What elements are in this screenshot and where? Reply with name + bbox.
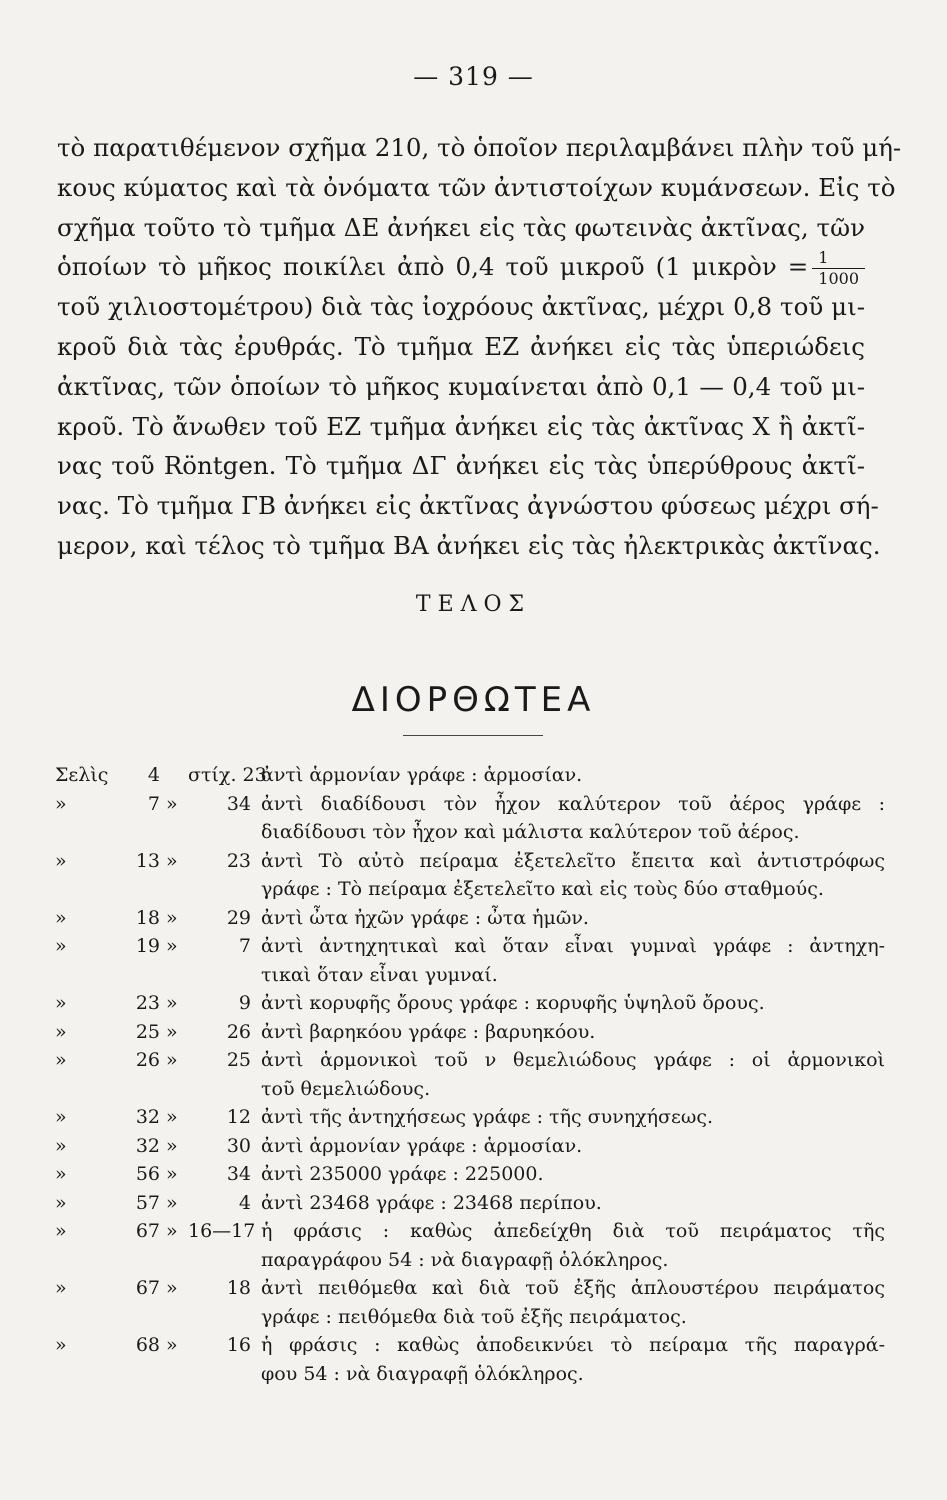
errata-line-label: »	[166, 1134, 178, 1157]
errata-row	[55, 847, 885, 904]
errata-correction-line: ἀντὶ Τὸ αὐτὸ πείραμα ἐξετελεῖτο ἔπειτα καὶ ἀντιστρόφως	[261, 849, 885, 872]
errata-correction	[261, 989, 885, 1018]
errata-correction-line: ἀντὶ ἁρμονίαν γράφε : ἁρμοσίαν.	[261, 764, 583, 786]
page-number: — 319 —	[413, 62, 534, 91]
body-line: νας τοῦ Röntgen. Τὸ τμῆμα ΔΓ ἀνήκει εἰς τὰς ὑπερύθρους ἀκτῖ-	[57, 451, 865, 481]
errata-page-label: »	[55, 906, 67, 929]
body-line: κροῦ διὰ τὰς ἐρυθράς. Τὸ τμῆμα ΕΖ ἀνήκει εἰς τὰς ὑπεριώδεις	[57, 331, 865, 361]
errata-line-label: »	[166, 1106, 178, 1128]
errata-list	[55, 761, 885, 1388]
errata-page-label: »	[55, 849, 67, 872]
errata-correction-line: ἀντὶ 235000 γράφε : 225000.	[261, 1163, 544, 1185]
errata-page-label: »	[55, 1163, 67, 1185]
errata-page-number: 18	[135, 906, 160, 929]
body-paragraph	[57, 128, 902, 566]
errata-row	[55, 1132, 885, 1161]
errata-correction-line: φου 54 : νὰ διαγραφῇ ὁλόκληρος.	[261, 1362, 584, 1385]
errata-page-label: »	[55, 935, 67, 957]
errata-correction-line: γράφε : πειθόμεθα διὰ τοῦ ἐξῆς πειράματος.	[261, 1305, 687, 1328]
errata-line-number: 7	[238, 935, 251, 957]
errata-correction	[261, 1046, 885, 1103]
errata-page-number: 19	[135, 935, 160, 957]
fraction	[812, 248, 865, 289]
errata-row	[55, 932, 885, 989]
body-line: μερον, καὶ τέλος τὸ τμῆμα ΒΑ ἀνήκει εἰς τὰς ἠλεκτρικὰς ἀκτῖνας.	[57, 530, 881, 560]
errata-page-label: »	[55, 1277, 67, 1299]
errata-line-label: »	[166, 935, 178, 957]
errata-line-label: »	[166, 1020, 178, 1043]
errata-page-label: »	[55, 992, 67, 1014]
errata-page-label: »	[55, 1334, 67, 1356]
errata-correction	[261, 790, 885, 847]
errata-row	[55, 1189, 885, 1218]
body-line: ὁποίων τὸ μῆκος ποικίλει ἀπὸ 0,4 τοῦ μικροῦ (1 μικρὸν =	[57, 252, 809, 282]
errata-page-number: 7	[147, 792, 160, 815]
title-divider	[403, 735, 543, 736]
errata-correction-line: ἀντὶ ὦτα ἠχῶν γράφε : ὦτα ἡμῶν.	[261, 906, 589, 929]
body-line: τὸ παρατιθέμενον σχῆμα 210, τὸ ὁποῖον περιλαμβάνει πλὴν τοῦ μή-	[57, 133, 902, 162]
body-line: κροῦ. Τὸ ἄνωθεν τοῦ ΕΖ τμῆμα ἀνήκει εἰς τὰς ἀκτῖνας Χ ἢ ἀκτῖ-	[57, 411, 865, 441]
errata-page-label: »	[55, 1191, 67, 1214]
errata-correction-line: ἀντὶ ἀντηχητικαὶ καὶ ὅταν εἶναι γυμναὶ γράφε : ἀντηχη-	[261, 935, 885, 957]
errata-line-label: »	[166, 1163, 178, 1185]
errata-correction-line: διαδίδουσι τὸν ἦχον καὶ μάλιστα καλύτερον τοῦ ἀέρος.	[261, 821, 800, 843]
errata-row	[55, 1331, 885, 1388]
errata-correction-line: ἀντὶ ἁρμονίαν γράφε : ἁρμοσίαν.	[261, 1134, 583, 1157]
errata-page-number: 68	[135, 1334, 160, 1356]
errata-line-label: »	[166, 792, 178, 815]
errata-row	[55, 1018, 885, 1047]
errata-correction	[261, 1189, 885, 1218]
errata-correction-line: ἀντὶ ἁρμονικοὶ τοῦ ν θεμελιώδους γράφε : οἱ ἁρμονικοὶ	[261, 1049, 885, 1071]
errata-line-number: 34	[226, 792, 251, 815]
errata-page-label: »	[55, 1020, 67, 1043]
errata-line-number: 26	[226, 1020, 251, 1043]
errata-line-label: »	[166, 1277, 178, 1299]
body-line: σχῆμα τοῦτο τὸ τμῆμα ΔΕ ἀνήκει εἰς τὰς φωτεινὰς ἀκτῖνας, τῶν	[57, 212, 865, 242]
errata-page-number: 57	[135, 1191, 160, 1214]
errata-row	[55, 1217, 885, 1274]
errata-correction-line: τοῦ θεμελιώδους.	[261, 1077, 431, 1100]
errata-page-label: »	[55, 792, 67, 815]
body-line: νας. Τὸ τμῆμα ΓΒ ἀνήκει εἰς ἀκτῖνας ἀγνώστου φύσεως μέχρι σή-	[57, 491, 879, 521]
errata-page-number: 67	[135, 1220, 160, 1242]
errata-line-number: 30	[226, 1134, 251, 1157]
errata-line-label: »	[166, 1191, 178, 1214]
errata-correction-line: γράφε : Τὸ πείραμα ἐξετελεῖτο καὶ εἰς τοὺς δύο σταθμούς.	[261, 878, 824, 900]
errata-correction-line: ἀντὶ 23468 γράφε : 23468 περίπου.	[261, 1191, 602, 1214]
errata-page-number: 67	[135, 1277, 160, 1299]
errata-correction	[261, 847, 885, 904]
errata-correction-line: παραγράφου 54 : νὰ διαγραφῇ ὁλόκληρος.	[261, 1248, 669, 1271]
errata-row	[55, 1103, 885, 1132]
errata-page-label: Σελὶς	[55, 764, 109, 786]
errata-line-label: »	[166, 849, 178, 872]
errata-line-number: 16	[226, 1334, 251, 1356]
errata-line-number: 9	[238, 992, 251, 1014]
errata-correction-line: ἀντὶ πειθόμεθα καὶ διὰ τοῦ ἐξῆς ἁπλουστέρου πειράματος	[261, 1277, 885, 1299]
errata-correction-line: ἀντὶ κορυφῆς ὄρους γράφε : κορυφῆς ὑψηλοῦ ὄρους.	[261, 992, 765, 1014]
errata-correction	[261, 1018, 885, 1047]
errata-row	[55, 1160, 885, 1189]
errata-page-number: 26	[135, 1049, 160, 1071]
errata-row	[55, 1274, 885, 1331]
errata-row	[55, 904, 885, 933]
errata-line-number: 34	[226, 1163, 251, 1185]
errata-line-number: 23	[226, 849, 251, 872]
errata-row	[55, 790, 885, 847]
errata-page-number: 56	[135, 1163, 160, 1185]
errata-correction	[261, 1160, 885, 1189]
errata-page-label: »	[55, 1134, 67, 1157]
errata-line-label: »	[166, 1049, 178, 1071]
errata-correction-line: ἡ φράσις : καθὼς ἀπεδείχθη διὰ τοῦ πειράματος τῆς	[261, 1220, 885, 1242]
errata-correction	[261, 932, 885, 989]
errata-row	[55, 761, 885, 790]
errata-correction	[261, 1132, 885, 1161]
errata-line-number: 18	[226, 1277, 251, 1299]
errata-correction-line: ἀντὶ βαρηκόου γράφε : βαρυηκόου.	[261, 1020, 596, 1043]
end-heading: ΤΕΛΟΣ	[415, 592, 532, 617]
fraction-denominator: 1000	[818, 269, 859, 289]
errata-page-number: 4	[147, 764, 160, 786]
errata-correction	[261, 904, 885, 933]
errata-line-number: 16—17	[188, 1220, 256, 1242]
errata-line-label	[166, 761, 188, 790]
errata-page-label: »	[55, 1049, 67, 1071]
errata-page-label: »	[55, 1106, 67, 1128]
errata-page-number: 32	[135, 1106, 160, 1128]
body-line: κους κύματος καὶ τὰ ὀνόματα τῶν ἀντιστοίχων κυμάνσεων. Εἰς τὸ	[57, 172, 896, 202]
errata-line-number: 4	[238, 1191, 251, 1214]
errata-correction	[261, 761, 885, 790]
errata-page-number: 25	[135, 1020, 160, 1043]
errata-line-number: 25	[226, 1049, 251, 1071]
errata-line-number: 29	[226, 906, 251, 929]
errata-row	[55, 989, 885, 1018]
errata-line-label: »	[166, 992, 178, 1014]
errata-line-label: »	[166, 1220, 178, 1242]
errata-row	[55, 1046, 885, 1103]
errata-correction-line: ἀντὶ διαδίδουσι τὸν ἦχον καλύτερον τοῦ ἀέρος γράφε :	[261, 792, 885, 815]
body-line: τοῦ χιλιοστομέτρου) διὰ τὰς ἰοχρόους ἀκτῖνας, μέχρι 0,8 τοῦ μι-	[57, 292, 865, 322]
body-line-with-fraction	[57, 247, 865, 287]
errata-correction-line: ἡ φράσις : καθὼς ἀποδεικνύει τὸ πείραμα τῆς παραγρά-	[261, 1334, 885, 1356]
errata-line-number: 12	[226, 1106, 251, 1128]
errata-page-number: 32	[135, 1134, 160, 1157]
errata-line-label: »	[166, 1334, 178, 1356]
errata-page-number: 13	[135, 849, 160, 872]
errata-correction	[261, 1217, 885, 1274]
errata-correction	[261, 1274, 885, 1331]
errata-title: ΔΙΟΡΘΩΤΕΑ	[351, 680, 596, 720]
errata-line-number: στίχ. 23	[188, 764, 267, 786]
errata-correction-line: τικαὶ ὅταν εἶναι γυμναί.	[261, 963, 498, 986]
errata-line-label: »	[166, 906, 178, 929]
fraction-numerator: 1	[812, 248, 865, 269]
errata-correction	[261, 1103, 885, 1132]
body-line: ἀκτῖνας, τῶν ὁποίων τὸ μῆκος κυμαίνεται ἀπὸ 0,1 — 0,4 τοῦ μι-	[57, 371, 865, 401]
errata-page-number: 23	[135, 992, 160, 1014]
errata-correction-line: ἀντὶ τῆς ἀντηχήσεως γράφε : τῆς συνηχήσεως.	[261, 1106, 714, 1128]
errata-correction	[261, 1331, 885, 1388]
errata-page-label: »	[55, 1220, 67, 1242]
